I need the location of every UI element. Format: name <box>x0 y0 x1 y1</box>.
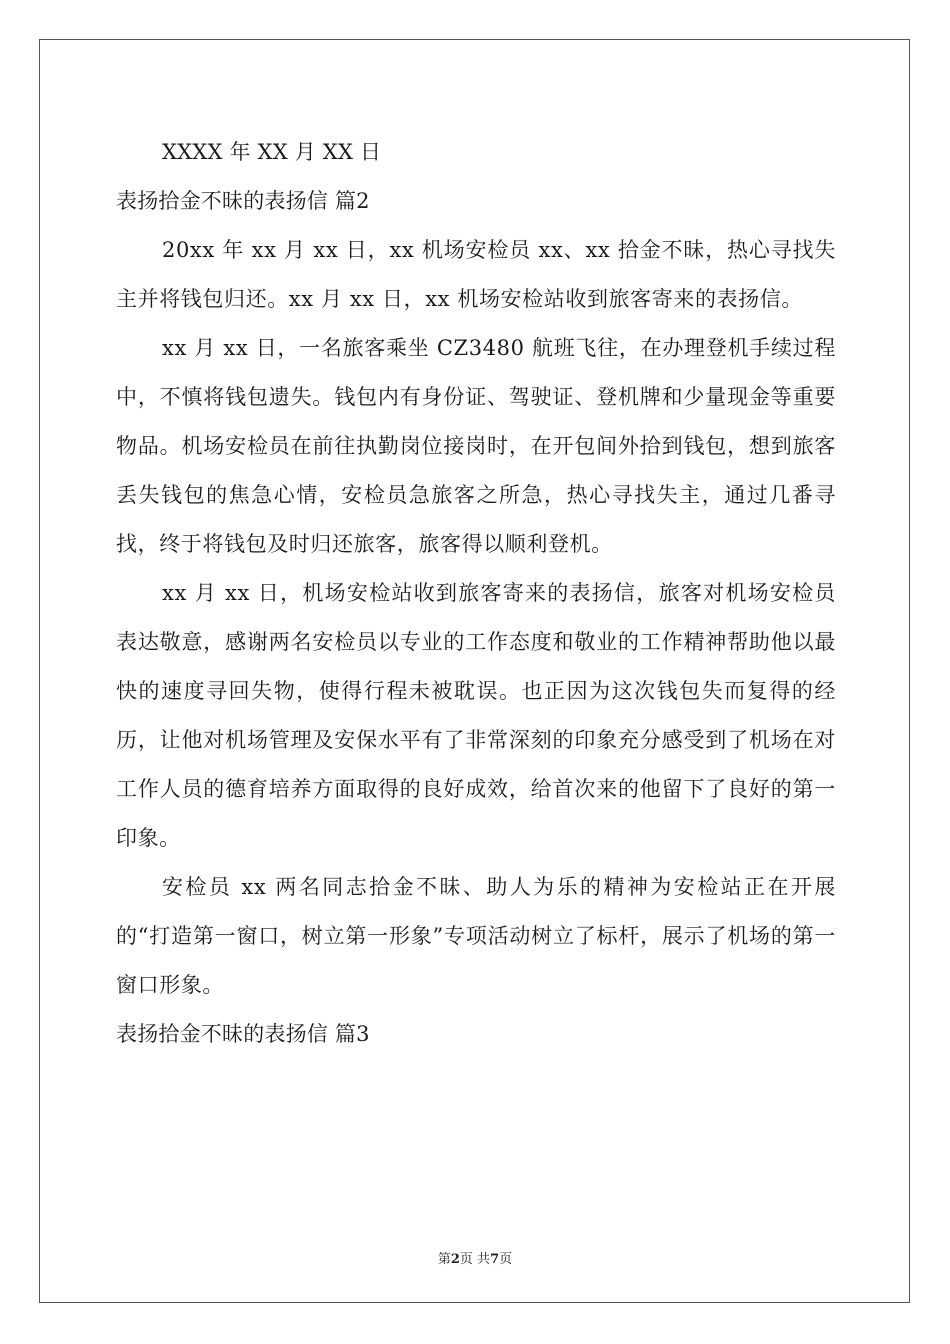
section-heading-3: 表扬拾金不昧的表扬信 篇3 <box>116 1022 370 1046</box>
footer-prefix: 第 <box>437 1252 451 1267</box>
paragraph-2: xx 月 xx 日，一名旅客乘坐 CZ3480 航班飞往，在办理登机手续过程中，不慎将钱包遗失。钱包内有身份证、驾驶证、登机牌和少量现金等重要物品。机场安检员在前往执勤岗位接岗时，在开包间外拾到钱包，想到旅客丢失钱包的焦急心情，安检员急旅客之所急，热心寻找失主，通过几番寻找，终于将钱包及时归还旅客，旅客得以顺利登机。 <box>116 336 836 556</box>
footer-suffix: 页 <box>499 1252 513 1267</box>
paragraph-1: 20xx 年 xx 月 xx 日，xx 机场安检员 xx、xx 拾金不昧，热心寻找失主并将钱包归还。xx 月 xx 日，xx 机场安检站收到旅客寄来的表扬信。 <box>116 238 836 311</box>
paragraph-3: xx 月 xx 日，机场安检站收到旅客寄来的表扬信，旅客对机场安检员表达敬意，感谢两名安检员以专业的工作态度和敬业的工作精神帮助他以最快的速度寻回失物，使得行程未被耽误。也正因为这次钱包失而复得的经历，让他对机场管理及安保水平有了非常深刻的印象充分感受到了机场在对工作人员的德育培养方面取得的良好成效，给首次来的他留下了良好的第一印象。 <box>116 581 836 850</box>
document-body <box>116 128 836 1059</box>
paragraph-4: 安检员 xx 两名同志拾金不昧、助人为乐的精神为安检站正在开展的“打造第一窗口，树立第一形象”专项活动树立了标杆，展示了机场的第一窗口形象。 <box>116 875 836 997</box>
footer-page-number: 2 <box>450 1252 460 1267</box>
section-heading-2: 表扬拾金不昧的表扬信 篇2 <box>116 189 370 213</box>
footer-mid: 页 共 <box>459 1252 491 1267</box>
footer-total-pages: 7 <box>490 1252 500 1267</box>
page-footer <box>0 1248 950 1267</box>
date-line: XXXX 年 XX 月 XX 日 <box>162 140 382 164</box>
